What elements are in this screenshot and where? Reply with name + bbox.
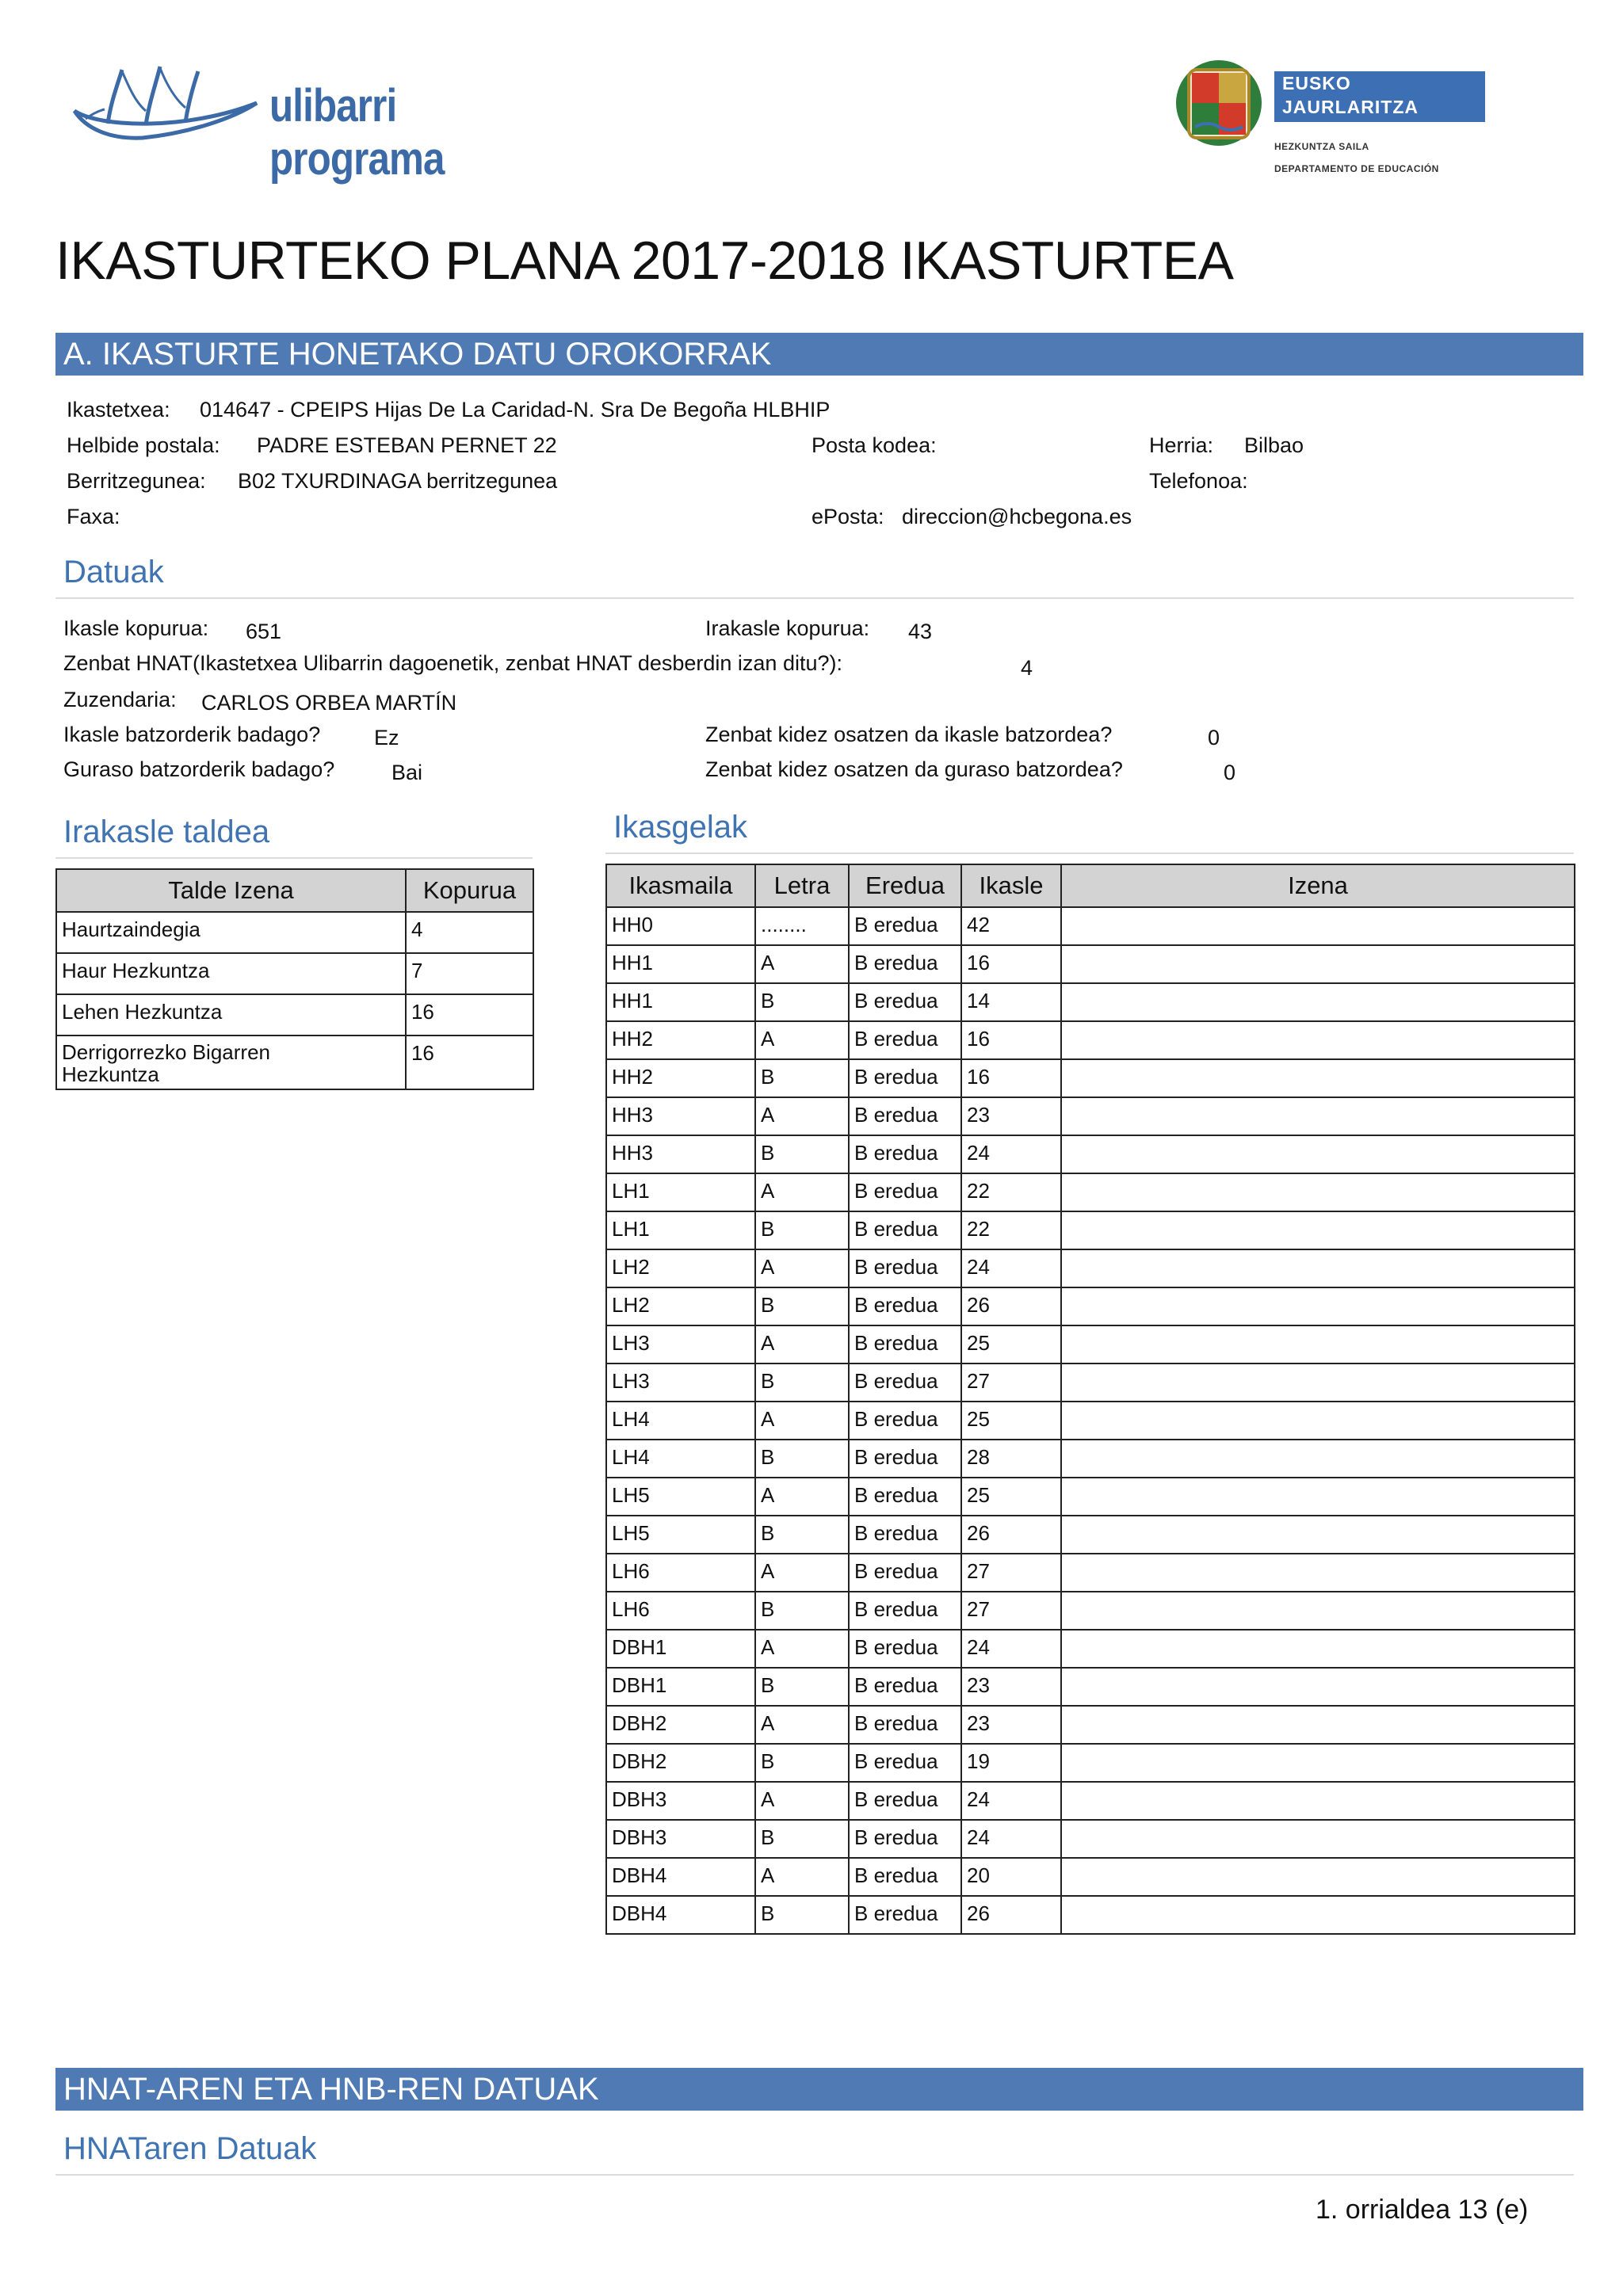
talde-name-cell: Haur Hezkuntza <box>56 953 406 994</box>
letra-cell: B <box>755 1363 849 1402</box>
izena-cell <box>1061 1325 1575 1363</box>
eredua-cell: B eredua <box>849 1402 961 1440</box>
eredua-cell: B eredua <box>849 1325 961 1363</box>
irakasle-taldea-heading: Irakasle taldea <box>63 814 270 849</box>
ikasmaila-cell: DBH3 <box>606 1782 755 1820</box>
table-row <box>606 1554 1575 1592</box>
ikasmaila-cell: HH2 <box>606 1059 755 1097</box>
eredua-cell: B eredua <box>849 1021 961 1059</box>
letra-cell: B <box>755 1668 849 1706</box>
talde-name-cell: Derrigorrezko Bigarren Hezkuntza <box>56 1035 406 1089</box>
datuak-heading: Datuak <box>63 555 164 589</box>
ikasmaila-cell: LH5 <box>606 1478 755 1516</box>
table-row <box>606 1516 1575 1554</box>
izena-cell <box>1061 1097 1575 1135</box>
letra-cell: B <box>755 983 849 1021</box>
guraso-batzordea-kide-label: Zenbat kidez osatzen da guraso batzordea? <box>705 757 1123 781</box>
letra-cell: B <box>755 1135 849 1173</box>
col-letra: Letra <box>755 864 849 907</box>
talde-name-cell: Haurtzaindegia <box>56 912 406 953</box>
ship-icon <box>70 62 268 149</box>
letra-cell: A <box>755 945 849 983</box>
izena-cell <box>1061 1059 1575 1097</box>
irakasle-kopurua-label: Irakasle kopurua: <box>705 616 870 640</box>
eredua-cell: B eredua <box>849 1820 961 1858</box>
ikasle-cell: 27 <box>961 1363 1061 1402</box>
guraso-batzordea-value: Bai <box>391 761 423 784</box>
letra-cell: B <box>755 1592 849 1630</box>
table-row <box>606 907 1575 945</box>
letra-cell: A <box>755 1630 849 1668</box>
eredua-cell: B eredua <box>849 1668 961 1706</box>
ikasmaila-cell: HH3 <box>606 1097 755 1135</box>
eredua-cell: B eredua <box>849 1516 961 1554</box>
izena-cell <box>1061 1211 1575 1249</box>
ikasmaila-cell: LH1 <box>606 1211 755 1249</box>
faxa-label: Faxa: <box>67 505 120 528</box>
ikasle-cell: 24 <box>961 1630 1061 1668</box>
talde-count-cell: 7 <box>406 953 533 994</box>
letra-cell: A <box>755 1706 849 1744</box>
ikastetxea-label: Ikastetxea: <box>67 398 170 421</box>
eredua-cell: B eredua <box>849 1097 961 1135</box>
eredua-cell: B eredua <box>849 1363 961 1402</box>
eredua-cell: B eredua <box>849 1059 961 1097</box>
ikasle-batzordea-label: Ikasle batzorderik badago? <box>63 723 321 746</box>
eredua-cell: B eredua <box>849 1211 961 1249</box>
brand-left: ulibarri programa <box>269 80 445 185</box>
letra-cell: A <box>755 1249 849 1287</box>
table-row <box>606 1021 1575 1059</box>
eredua-cell: B eredua <box>849 1592 961 1630</box>
ulibarri-logo <box>70 62 609 185</box>
ikasmaila-cell: LH4 <box>606 1402 755 1440</box>
letra-cell: A <box>755 1402 849 1440</box>
eredua-cell: B eredua <box>849 1173 961 1211</box>
ikasmaila-cell: DBH2 <box>606 1706 755 1744</box>
table-row <box>606 1363 1575 1402</box>
table-row <box>56 994 533 1035</box>
letra-cell: A <box>755 1021 849 1059</box>
ikasle-cell: 26 <box>961 1287 1061 1325</box>
ikasle-cell: 22 <box>961 1173 1061 1211</box>
letra-cell: A <box>755 1554 849 1592</box>
dept-line2: DEPARTAMENTO DE EDUCACIÓN <box>1274 163 1439 174</box>
izena-cell <box>1061 1706 1575 1744</box>
table-row <box>606 1135 1575 1173</box>
letra-cell: A <box>755 1325 849 1363</box>
izena-cell <box>1061 1478 1575 1516</box>
eredua-cell: B eredua <box>849 1706 961 1744</box>
berritzegunea-label: Berritzegunea: <box>67 469 206 493</box>
eredua-cell: B eredua <box>849 1630 961 1668</box>
table-row <box>606 1325 1575 1363</box>
hnat-value: 4 <box>1021 656 1033 680</box>
col-talde-izena: Talde Izena <box>56 869 406 912</box>
herria-value: Bilbao <box>1244 433 1304 457</box>
izena-cell <box>1061 1440 1575 1478</box>
ikasgelak-header-row <box>606 864 1575 907</box>
eredua-cell: B eredua <box>849 1554 961 1592</box>
izena-cell <box>1061 1249 1575 1287</box>
page-number: 1. orrialdea 13 (e) <box>1316 2195 1529 2225</box>
datuak-rule <box>55 597 1574 599</box>
izena-cell <box>1061 1592 1575 1630</box>
eredua-cell: B eredua <box>849 1249 961 1287</box>
ikasle-cell: 26 <box>961 1896 1061 1934</box>
izena-cell <box>1061 1630 1575 1668</box>
table-row <box>606 1440 1575 1478</box>
eredua-cell: B eredua <box>849 1782 961 1820</box>
col-eredua: Eredua <box>849 864 961 907</box>
izena-cell <box>1061 1402 1575 1440</box>
letra-cell: B <box>755 1820 849 1858</box>
izena-cell <box>1061 1363 1575 1402</box>
ikasle-batzordea-kide-label: Zenbat kidez osatzen da ikasle batzordea? <box>705 723 1113 746</box>
izena-cell <box>1061 1744 1575 1782</box>
table-row <box>606 1668 1575 1706</box>
ikasmaila-cell: LH3 <box>606 1325 755 1363</box>
eredua-cell: B eredua <box>849 1287 961 1325</box>
letra-cell: A <box>755 1858 849 1896</box>
ikasle-cell: 23 <box>961 1706 1061 1744</box>
herria-label: Herria: <box>1149 433 1214 457</box>
ikasle-cell: 27 <box>961 1592 1061 1630</box>
guraso-batzordea-kide-value: 0 <box>1224 761 1236 784</box>
ikasle-cell: 24 <box>961 1249 1061 1287</box>
letra-cell: A <box>755 1097 849 1135</box>
table-row <box>606 1820 1575 1858</box>
table-row <box>606 1211 1575 1249</box>
izena-cell <box>1061 1135 1575 1173</box>
col-kopurua: Kopurua <box>406 869 533 912</box>
col-ikasmaila: Ikasmaila <box>606 864 755 907</box>
brand-right-line1: EUSKO JAURLARITZA <box>1282 73 1419 117</box>
ikasmaila-cell: DBH1 <box>606 1668 755 1706</box>
eredua-cell: B eredua <box>849 1858 961 1896</box>
ikasmaila-cell: DBH3 <box>606 1820 755 1858</box>
eredua-cell: B eredua <box>849 945 961 983</box>
eredua-cell: B eredua <box>849 1744 961 1782</box>
table-row <box>606 1858 1575 1896</box>
table-row <box>606 1097 1575 1135</box>
ikasgelak-table <box>605 864 1575 1935</box>
eredua-cell: B eredua <box>849 1135 961 1173</box>
ikasmaila-cell: HH1 <box>606 983 755 1021</box>
table-row <box>606 1630 1575 1668</box>
coat-of-arms-icon <box>1171 54 1266 149</box>
table-row <box>56 912 533 953</box>
ikasmaila-cell: DBH4 <box>606 1858 755 1896</box>
ikasmaila-cell: DBH1 <box>606 1630 755 1668</box>
letra-cell: B <box>755 1516 849 1554</box>
irakasle-taldea-header-row <box>56 869 533 912</box>
ikasle-cell: 16 <box>961 1021 1061 1059</box>
ikasle-batzordea-value: Ez <box>374 726 399 749</box>
ikasle-cell: 28 <box>961 1440 1061 1478</box>
table-row <box>606 1173 1575 1211</box>
ikasle-cell: 42 <box>961 907 1061 945</box>
ikasgelak-rule <box>605 852 1574 854</box>
ikasle-cell: 20 <box>961 1858 1061 1896</box>
irakasle-taldea-rule <box>55 857 533 859</box>
ikasmaila-cell: HH1 <box>606 945 755 983</box>
irakasle-taldea-table <box>55 868 534 1090</box>
izena-cell <box>1061 1554 1575 1592</box>
table-row <box>606 1059 1575 1097</box>
eredua-cell: B eredua <box>849 907 961 945</box>
ikasle-cell: 24 <box>961 1782 1061 1820</box>
ikasle-cell: 24 <box>961 1135 1061 1173</box>
berritzegunea-value: B02 TXURDINAGA berritzegunea <box>238 469 558 493</box>
hnat-rule <box>55 2174 1574 2176</box>
izena-cell <box>1061 1896 1575 1934</box>
ikasle-cell: 16 <box>961 945 1061 983</box>
col-izena: Izena <box>1061 864 1575 907</box>
ikasle-kopurua-value: 651 <box>246 620 282 643</box>
ikasle-cell: 26 <box>961 1516 1061 1554</box>
brand-right-line2: GOBIERNO VASCO <box>1282 120 1461 141</box>
ikasle-kopurua-label: Ikasle kopurua: <box>63 616 209 640</box>
ikasmaila-cell: DBH4 <box>606 1896 755 1934</box>
dept-line1: HEZKUNTZA SAILA <box>1274 141 1369 152</box>
ikasle-cell: 23 <box>961 1668 1061 1706</box>
izena-cell <box>1061 1820 1575 1858</box>
table-row <box>606 1249 1575 1287</box>
page-title: IKASTURTEKO PLANA 2017-2018 IKASTURTEA <box>55 231 1234 291</box>
guraso-batzordea-label: Guraso batzorderik badago? <box>63 757 335 781</box>
letra-cell: A <box>755 1782 849 1820</box>
ikasgelak-heading: Ikasgelak <box>613 810 747 845</box>
ikasle-cell: 25 <box>961 1402 1061 1440</box>
talde-count-cell: 4 <box>406 912 533 953</box>
ikasle-batzordea-kide-value: 0 <box>1208 726 1220 749</box>
ikasmaila-cell: HH0 <box>606 907 755 945</box>
letra-cell: B <box>755 1896 849 1934</box>
telefonoa-label: Telefonoa: <box>1149 469 1248 493</box>
ikasle-cell: 25 <box>961 1325 1061 1363</box>
ikasmaila-cell: LH4 <box>606 1440 755 1478</box>
table-row <box>606 1744 1575 1782</box>
ikasmaila-cell: HH2 <box>606 1021 755 1059</box>
table-row <box>606 1592 1575 1630</box>
table-row <box>606 1896 1575 1934</box>
ikasmaila-cell: LH6 <box>606 1554 755 1592</box>
ikastetxea-value: 014647 - CPEIPS Hijas De La Caridad-N. Sra De Begoña HLBHIP <box>200 398 831 421</box>
izena-cell <box>1061 907 1575 945</box>
table-row <box>606 1782 1575 1820</box>
letra-cell: B <box>755 1287 849 1325</box>
letra-cell: B <box>755 1059 849 1097</box>
hnat-label: Zenbat HNAT(Ikastetxea Ulibarrin dagoenetik, zenbat HNAT desberdin izan ditu?): <box>63 651 842 675</box>
izena-cell <box>1061 1782 1575 1820</box>
ikasle-cell: 19 <box>961 1744 1061 1782</box>
ikasmaila-cell: LH3 <box>606 1363 755 1402</box>
hnat-datuak-heading: HNATaren Datuak <box>63 2131 317 2166</box>
izena-cell <box>1061 1516 1575 1554</box>
ikasle-cell: 24 <box>961 1820 1061 1858</box>
ikasle-cell: 25 <box>961 1478 1061 1516</box>
eposta-label: ePosta: <box>812 505 884 528</box>
letra-cell: A <box>755 1478 849 1516</box>
ikasmaila-cell: DBH2 <box>606 1744 755 1782</box>
ikasmaila-cell: LH1 <box>606 1173 755 1211</box>
izena-cell <box>1061 983 1575 1021</box>
ikasmaila-cell: LH5 <box>606 1516 755 1554</box>
table-row <box>606 945 1575 983</box>
izena-cell <box>1061 1173 1575 1211</box>
gobierno-vasco-logo <box>1171 54 1504 181</box>
col-ikasle: Ikasle <box>961 864 1061 907</box>
ikasmaila-cell: LH2 <box>606 1249 755 1287</box>
izena-cell <box>1061 1858 1575 1896</box>
letra-cell: B <box>755 1211 849 1249</box>
ikasle-cell: 14 <box>961 983 1061 1021</box>
section-hnat-heading: HNAT-AREN ETA HNB-REN DATUAK <box>55 2068 1583 2111</box>
talde-count-cell: 16 <box>406 1035 533 1089</box>
letra-cell: B <box>755 1440 849 1478</box>
ikasmaila-cell: LH6 <box>606 1592 755 1630</box>
eredua-cell: B eredua <box>849 1478 961 1516</box>
eredua-cell: B eredua <box>849 1896 961 1934</box>
izena-cell <box>1061 945 1575 983</box>
brand-right-band <box>1274 71 1485 141</box>
posta-kodea-label: Posta kodea: <box>812 433 937 457</box>
eposta-value: direccion@hcbegona.es <box>902 505 1132 528</box>
irakasle-kopurua-value: 43 <box>908 620 933 643</box>
ikasle-cell: 22 <box>961 1211 1061 1249</box>
izena-cell <box>1061 1668 1575 1706</box>
letra-cell: ........ <box>755 907 849 945</box>
eredua-cell: B eredua <box>849 983 961 1021</box>
ikasmaila-cell: LH2 <box>606 1287 755 1325</box>
table-row <box>56 1035 533 1089</box>
ikasmaila-cell: HH3 <box>606 1135 755 1173</box>
table-row <box>606 1706 1575 1744</box>
helbide-label: Helbide postala: <box>67 433 220 457</box>
talde-count-cell: 16 <box>406 994 533 1035</box>
zuzendaria-label: Zuzendaria: <box>63 688 177 711</box>
eredua-cell: B eredua <box>849 1440 961 1478</box>
izena-cell <box>1061 1287 1575 1325</box>
izena-cell <box>1061 1021 1575 1059</box>
zuzendaria-value: CARLOS ORBEA MARTÍN <box>201 691 457 715</box>
ikasle-cell: 27 <box>961 1554 1061 1592</box>
ikasle-cell: 16 <box>961 1059 1061 1097</box>
letra-cell: A <box>755 1173 849 1211</box>
talde-name-cell: Lehen Hezkuntza <box>56 994 406 1035</box>
section-a-heading: A. IKASTURTE HONETAKO DATU OROKORRAK <box>55 333 1583 376</box>
letra-cell: B <box>755 1744 849 1782</box>
table-row <box>606 1287 1575 1325</box>
table-row <box>56 953 533 994</box>
table-row <box>606 1478 1575 1516</box>
table-row <box>606 1402 1575 1440</box>
table-row <box>606 983 1575 1021</box>
helbide-value: PADRE ESTEBAN PERNET 22 <box>257 433 557 457</box>
ikasle-cell: 23 <box>961 1097 1061 1135</box>
